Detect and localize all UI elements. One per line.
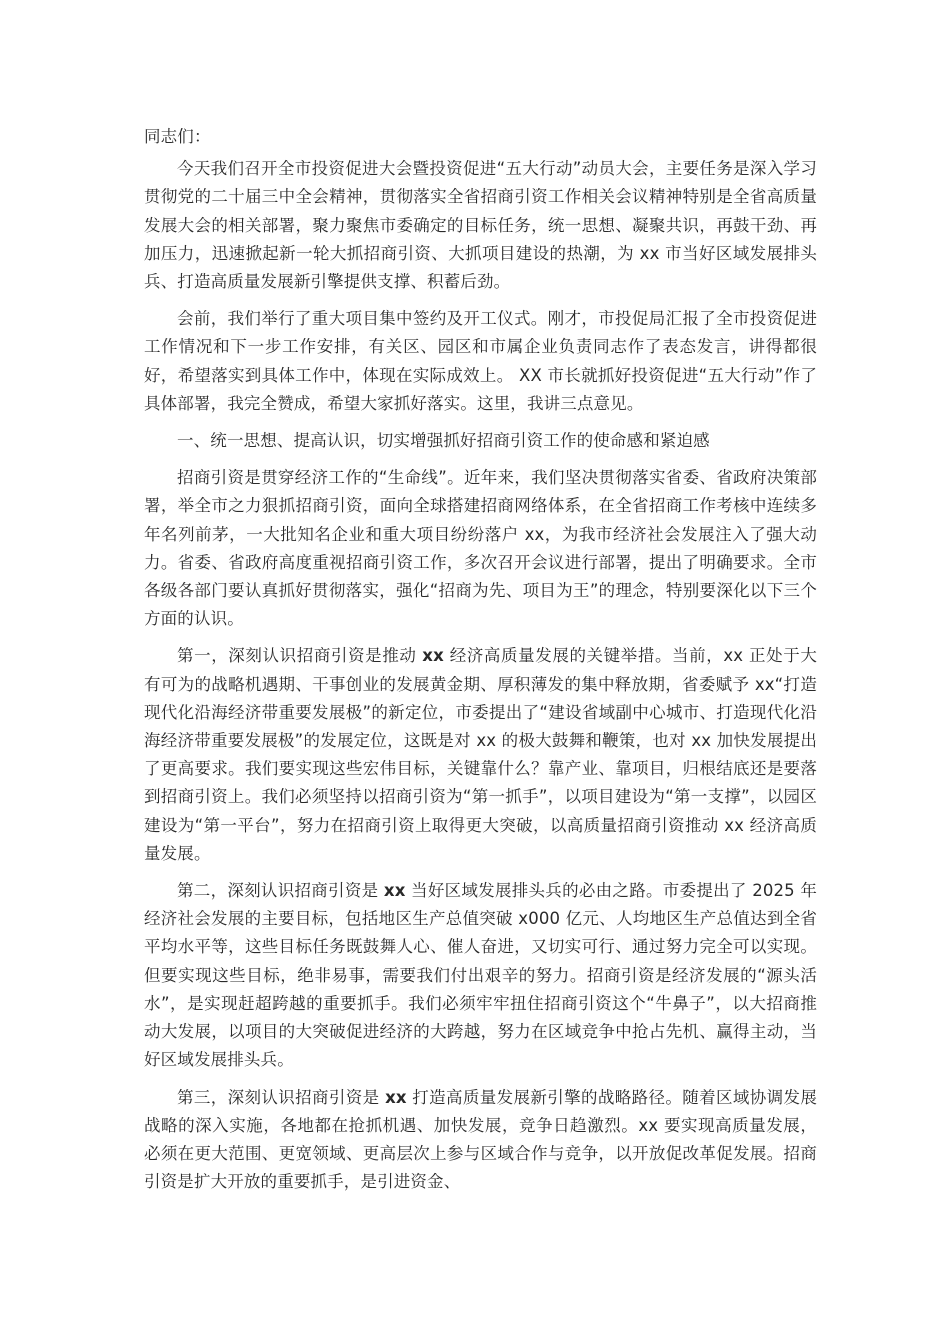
first-point-bold: xx	[422, 646, 444, 666]
third-point-bold: xx	[385, 1087, 407, 1107]
document-page	[144, 123, 817, 1205]
salutation: 同志们：	[144, 127, 211, 146]
first-point-lead: 第一，深刻认识招商引资是推动	[177, 646, 423, 666]
paragraph-first-point	[144, 642, 817, 868]
paragraph-third-point	[144, 1084, 817, 1197]
second-point-lead: 第二，深刻认识招商引资是	[177, 881, 384, 901]
second-point-body: 当好区域发展排头兵的必由之路。市委提出了 2025 年经济社会发展的主要目标，包括地区生产总值突破 x000 亿元、人均地区生产总值达到全省平均水平等，这些目标任务既鼓舞人心、催人奋进，又切实可行、通过努力完全可以实现。但要实现这些目标，绝非易事，需要我们付出艰辛的努力。招商引资是经济发展的“源头活水”，是实现赶超跨越的重要抓手。我们必须牢牢扭住招商引资这个“牛鼻子”，以大招商推动大发展，以项目的大突破促进经济的大跨越，努力在区域竞争中抢占先机、赢得主动，当好区域发展排头兵。	[144, 881, 817, 1070]
third-point-lead: 第三，深刻认识招商引资是	[177, 1087, 386, 1107]
section-heading-1: 一、统一思想、提高认识，切实增强抓好招商引资工作的使命感和紧迫感	[177, 431, 710, 451]
first-point-body: 经济高质量发展的关键举措。当前，xx 正处于大有可为的战略机遇期、干事创业的发展黄金期、厚积薄发的集中释放期，省委赋予 xx“打造现代化沿海经济带重要发展极”的新定位，市委提出了“建设省域副中心城市、打造现代化沿海经济带重要发展极”的发展定位，这既是对 xx 的极大鼓舞和鞭策，也对 xx 加快发展提出了更高要求。我们要实现这些宏伟目标，关键靠什么？靠产业、靠项目，归根结底还是要落到招商引资上。我们必须坚持以招商引资为“第一抓手”，以项目建设为“第一支撑”，以园区建设为“第一平台”，努力在招商引资上取得更大突破，以高质量招商引资推动 xx 经济高质量发展。	[144, 646, 817, 863]
third-point-body: 打造高质量发展新引擎的战略路径。随着区域协调发展战略的深入实施，各地都在抢抓机遇、加快发展，竞争日趋激烈。xx 要实现高质量发展，必须在更大范围、更宽领域、更高层次上参与区域合作与竞争，以开放促改革促发展。招商引资是扩大开放的重要抓手，是引进资金、	[144, 1087, 817, 1192]
paragraph-opening: 今天我们召开全市投资促进大会暨投资促进“五大行动”动员大会，主要任务是深入学习贯彻党的二十届三中全会精神，贯彻落实全省招商引资工作相关会议精神特别是全省高质量发展大会的相关部署，聚力聚焦市委确定的目标任务，统一思想、凝聚共识，再鼓干劲、再加压力，迅速掀起新一轮大抓招商引资、大抓项目建设的热潮，为 xx 市当好区域发展排头兵、打造高质量发展新引擎提供支撑、积蓄后劲。	[144, 159, 817, 292]
paragraph-meeting-review: 会前，我们举行了重大项目集中签约及开工仪式。刚才，市投促局汇报了全市投资促进工作情况和下一步工作安排，有关区、园区和市属企业负责同志作了表态发言，讲得都很好，希望落实到具体工作中，体现在实际成效上。 XX 市长就抓好投资促进“五大行动”作了具体部署，我完全赞成，希望大家抓好落实。这里，我讲三点意见。	[144, 309, 817, 413]
paragraph-lifeline: 招商引资是贯穿经济工作的“生命线”。近年来，我们坚决贯彻落实省委、省政府决策部署，举全市之力狠抓招商引资，面向全球搭建招商网络体系，在全省招商工作考核中连续多年名列前茅，一大批知名企业和重大项目纷纷落户 xx，为我市经济社会发展注入了强大动力。省委、省政府高度重视招商引资工作，多次召开会议进行部署，提出了明确要求。全市各级各部门要认真抓好贯彻落实，强化“招商为先、项目为王”的理念，特别要深化以下三个方面的认识。	[144, 468, 817, 629]
second-point-bold: xx	[383, 881, 406, 901]
paragraph-second-point	[144, 877, 817, 1074]
